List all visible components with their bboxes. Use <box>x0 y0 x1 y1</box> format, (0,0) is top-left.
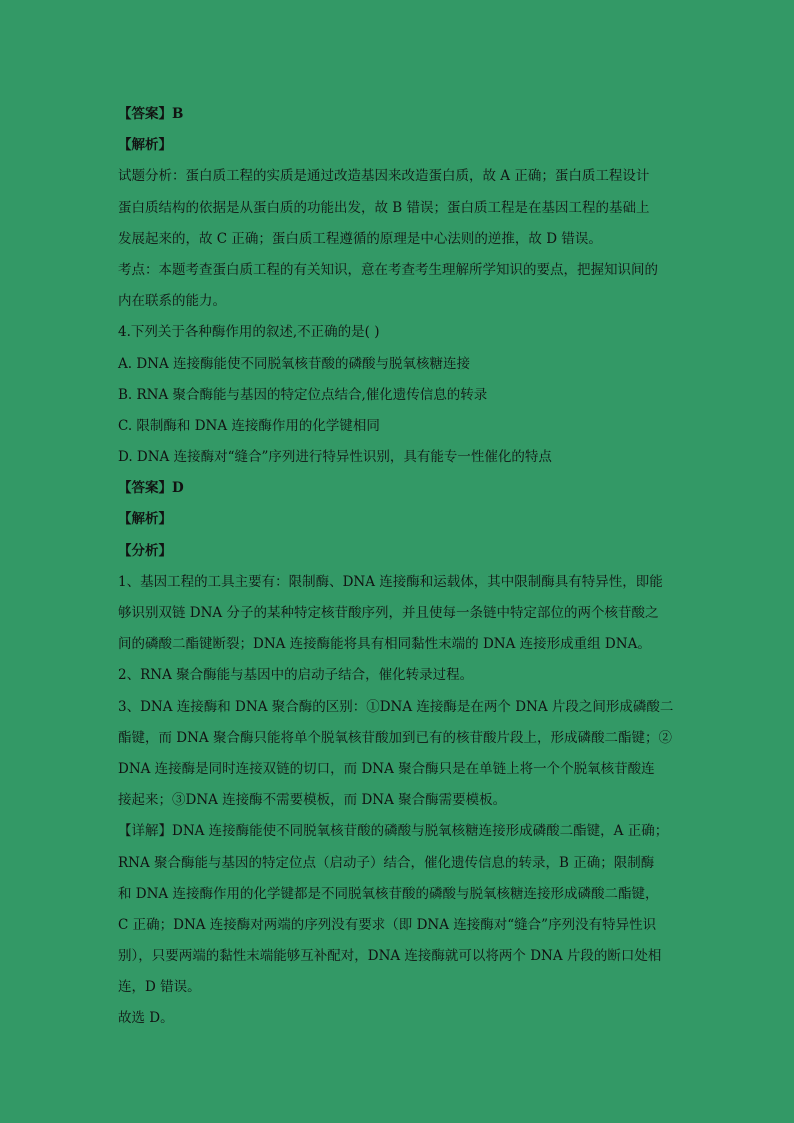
detail-text-line: 连，D 错误。 <box>118 979 201 996</box>
detail-text-line: 别），只要两端的黏性末端能够互补配对，DNA 连接酶就可以将两个 DNA 片段的断口处相 <box>118 948 662 965</box>
analysis-label-1: 【解析】 <box>118 137 172 154</box>
detail-text-line: 和 DNA 连接酶作用的化学键都是不同脱氧核苷酸的磷酸与脱氧核糖连接形成磷酸二酯键， <box>118 885 659 902</box>
breakdown-text-line: 间的磷酸二酯键断裂；DNA 连接酶能将具有相同黏性末端的 DNA 连接形成重组 DNA。 <box>118 636 651 653</box>
conclusion-line: 故选 D。 <box>118 1010 174 1027</box>
breakdown-text-line: 2、RNA 聚合酶能与基因中的启动子结合，催化转录过程。 <box>118 667 474 684</box>
breakdown-text-line: 酯键，而 DNA 聚合酶只能将单个脱氧核苷酸加到已有的核苷酸片段上，形成磷酸二酯键；② <box>118 729 672 746</box>
option-a: A. DNA 连接酶能使不同脱氧核苷酸的磷酸与脱氧核糖连接 <box>118 355 471 372</box>
breakdown-text-line: DNA 连接酶是同时连接双链的切口，而 DNA 聚合酶只是在单链上将一个个脱氧核苷酸连 <box>118 760 655 777</box>
exam-point-line: 考点：本题考查蛋白质工程的有关知识，意在考查考生理解所学知识的要点，把握知识间的 <box>118 261 658 278</box>
breakdown-text-line: 1、基因工程的工具主要有：限制酶、DNA 连接酶和运载体，其中限制酶具有特异性，即能 <box>118 573 663 590</box>
answer-label-1: 【答案】B <box>118 106 184 122</box>
breakdown-label: 【分析】 <box>118 542 172 559</box>
detail-text-line: C 正确；DNA 连接酶对两端的序列没有要求（即 DNA 连接酶对“缝合”序列没有特异性识 <box>118 916 657 933</box>
option-b: B. RNA 聚合酶能与基因的特定位点结合,催化遗传信息的转录 <box>118 386 488 403</box>
detail-text-line: 【详解】DNA 连接酶能使不同脱氧核苷酸的磷酸与脱氧核糖连接形成磷酸二酯键，A 正确； <box>118 823 669 840</box>
option-c: C. 限制酶和 DNA 连接酶作用的化学键相同 <box>118 417 380 434</box>
analysis-text-line: 试题分析：蛋白质工程的实质是通过改造基因来改造蛋白质，故 A 正确；蛋白质工程设计 <box>118 168 650 185</box>
analysis-label-2: 【解析】 <box>118 511 172 528</box>
breakdown-text-line: 接起来；③DNA 连接酶不需要模板，而 DNA 聚合酶需要模板。 <box>118 792 507 809</box>
answer-label-2: 【答案】D <box>118 480 184 497</box>
breakdown-text-line: 3、DNA 连接酶和 DNA 聚合酶的区别：①DNA 连接酶是在两个 DNA 片段之间形成磷酸二 <box>118 698 674 715</box>
detail-text-line: RNA 聚合酶能与基因的特定位点（启动子）结合，催化遗传信息的转录，B 正确；限制酶 <box>118 854 655 871</box>
analysis-text-line: 发展起来的，故 C 正确；蛋白质工程遵循的原理是中心法则的逆推，故 D 错误。 <box>118 230 602 247</box>
option-d: D. DNA 连接酶对“缝合”序列进行特异性识别，具有能专一性催化的特点 <box>118 449 552 466</box>
document-page <box>118 99 678 1035</box>
analysis-text-line: 蛋白质结构的依据是从蛋白质的功能出发，故 B 错误；蛋白质工程是在基因工程的基础上 <box>118 199 650 216</box>
exam-point-line: 内在联系的能力。 <box>118 293 226 310</box>
question-stem: 4.下列关于各种酶作用的叙述,不正确的是( ) <box>118 324 380 341</box>
breakdown-text-line: 够识别双链 DNA 分子的某种特定核苷酸序列，并且使每一条链中特定部位的两个核苷酸之 <box>118 605 659 621</box>
